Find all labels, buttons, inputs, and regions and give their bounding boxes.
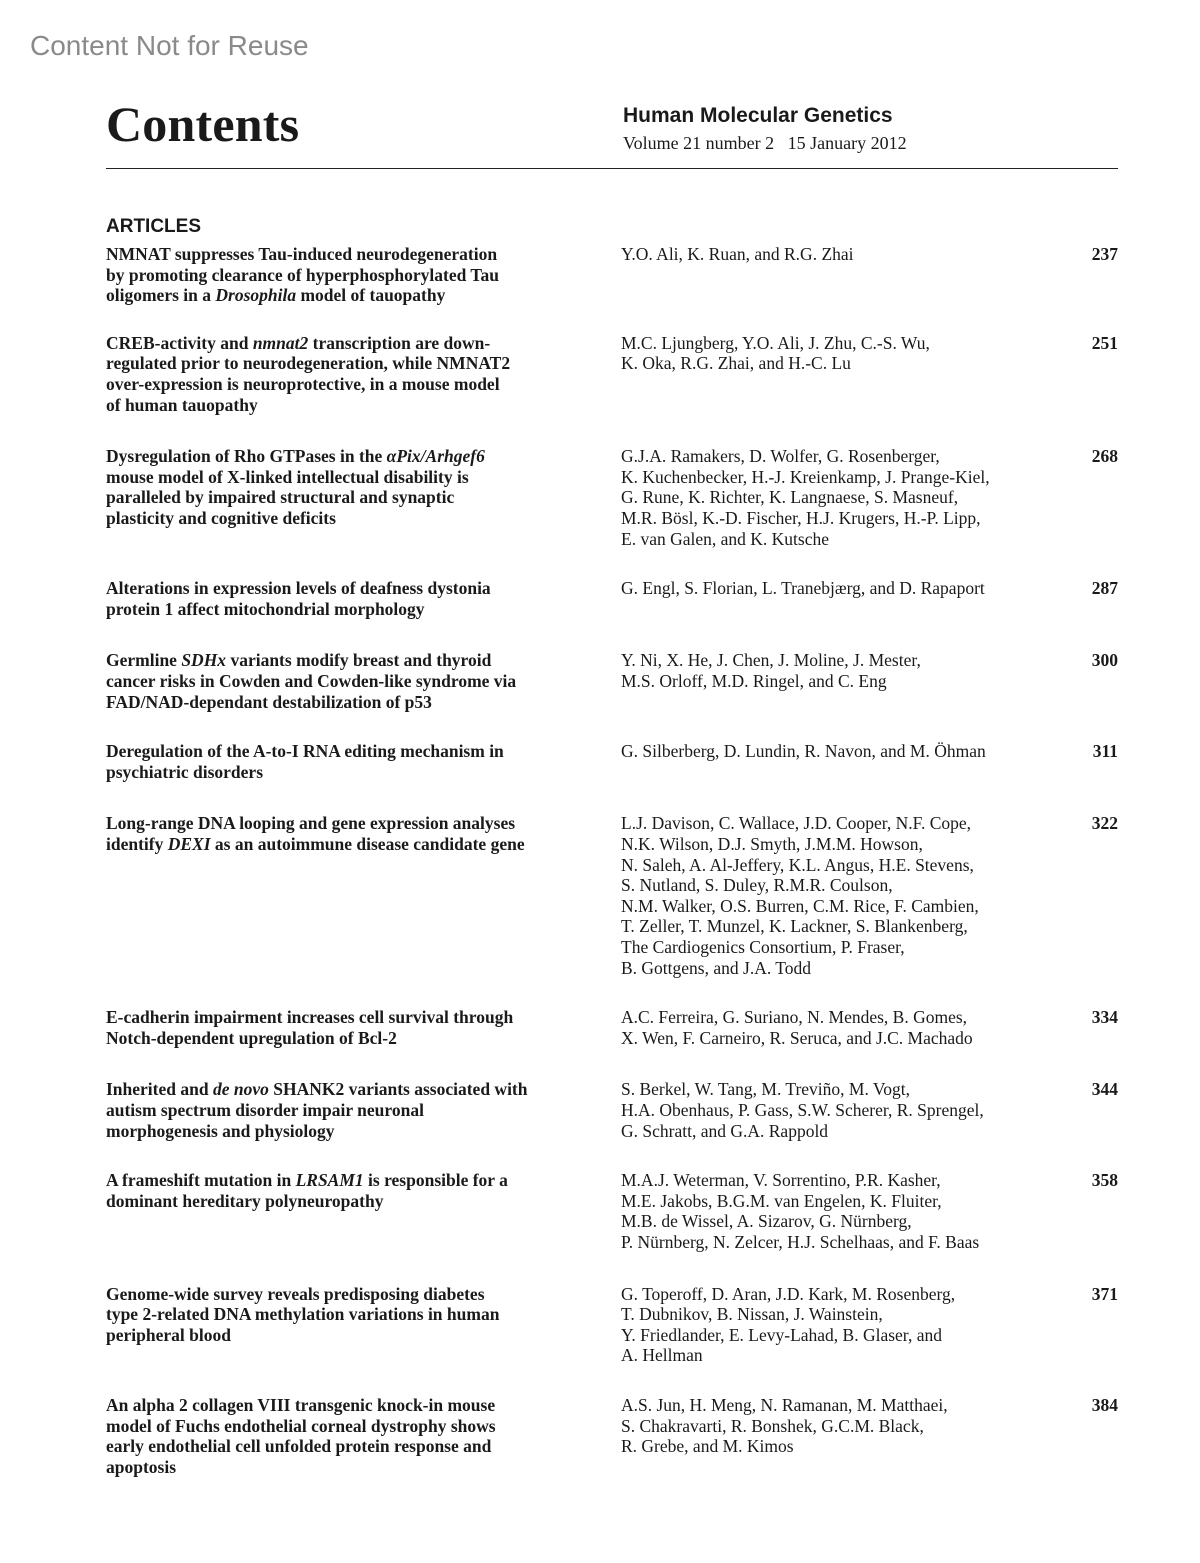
article-authors: G. Engl, S. Florian, L. Tranebjærg, and D. Rapaport [621, 578, 985, 599]
toc-entry [106, 1079, 1118, 1141]
article-authors: S. Berkel, W. Tang, M. Treviño, M. Vogt, H.A. Obenhaus, P. Gass, S.W. Scherer, R. Sprengel, G. Schratt, and G.A. Rappold [621, 1079, 984, 1141]
toc-entry [106, 1007, 1118, 1048]
watermark-text: Content Not for Reuse [30, 30, 309, 61]
article-authors: G. Silberberg, D. Lundin, R. Navon, and M. Öhman [621, 741, 986, 762]
article-title: Dysregulation of Rho GTPases in the αPix/Arhgef6 mouse model of X-linked intellectual disability is paralleled by impaired structural and synaptic plasticity and cognitive deficits [106, 446, 485, 528]
masthead [106, 96, 1118, 169]
toc-entry [106, 446, 1118, 549]
page-number: 268 [1091, 446, 1118, 467]
page-number: 334 [1091, 1007, 1118, 1028]
page-number: 322 [1091, 813, 1118, 834]
article-authors: G. Toperoff, D. Aran, J.D. Kark, M. Rosenberg, T. Dubnikov, B. Nissan, J. Wainstein, Y. Friedlander, E. Levy-Lahad, B. Glaser, and A. Hellman [621, 1283, 956, 1366]
article-title: Deregulation of the A-to-I RNA editing mechanism in psychiatric disorders [106, 741, 504, 782]
toc-entry [106, 1395, 1118, 1477]
article-authors: A.S. Jun, H. Meng, N. Ramanan, M. Matthaei, S. Chakravarti, R. Bonshek, G.C.M. Black, R. Grebe, and M. Kimos [621, 1394, 948, 1457]
article-title: An alpha 2 collagen VIII transgenic knock-in mouse model of Fuchs endothelial corneal dystrophy shows early endothelial cell unfolded protein response and apoptosis [106, 1394, 496, 1477]
issue-info: Volume 21 number 2 15 January 2012 [623, 133, 907, 153]
article-authors: G.J.A. Ramakers, D. Wolfer, G. Rosenberger, K. Kuchenbecker, H.-J. Kreienkamp, J. Prange-Kiel, G. Rune, K. Richter, K. Langnaese, S. Masneuf, M.R. Bösl, K.-D. Fischer, H.J. Krugers, H.-P. Lipp, E. van Galen, and K. Kutsche [621, 446, 990, 549]
article-authors: L.J. Davison, C. Wallace, J.D. Cooper, N.F. Cope, N.K. Wilson, D.J. Smyth, J.M.M. Howson, N. Saleh, A. Al-Jeffery, K.L. Angus, H.E. Stevens, S. Nutland, S. Duley, R.M.R. Coulson, N.M. Walker, O.S. Burren, C.M. Rice, F. Cambien, T. Zeller, T. Munzel, K. Lackner, S. Blankenberg, The Cardiogenics Consortium, P. Fraser, B. Gottgens, and J.A. Todd [621, 813, 979, 978]
article-title: E-cadherin impairment increases cell survival through Notch-dependent upregulation of Bcl-2 [106, 1007, 514, 1048]
article-authors: Y.O. Ali, K. Ruan, and R.G. Zhai [621, 244, 854, 264]
article-authors: M.A.J. Weterman, V. Sorrentino, P.R. Kasher, M.E. Jakobs, B.G.M. van Engelen, K. Fluiter, M.B. de Wissel, A. Sizarov, G. Nürnberg, P. Nürnberg, N. Zelcer, H.J. Schelhaas, and F. Baas [621, 1170, 980, 1252]
page-title: Contents [106, 96, 300, 152]
page-number: 251 [1091, 332, 1118, 353]
section-heading: ARTICLES [106, 216, 201, 237]
page-number: 237 [1091, 244, 1118, 264]
toc-entry [106, 1170, 1118, 1252]
toc-entry [106, 1284, 1118, 1366]
toc-entry [106, 578, 1118, 619]
page-number: 371 [1091, 1283, 1118, 1304]
article-title: A frameshift mutation in LRSAM1 is responsible for a dominant hereditary polyneuropathy [106, 1170, 508, 1211]
article-title: Long-range DNA looping and gene expression analyses identify DEXI as an autoimmune disease candidate gene [106, 813, 525, 854]
page-number: 358 [1091, 1170, 1118, 1191]
toc-entry [106, 813, 1118, 978]
page-number: 311 [1092, 741, 1118, 762]
toc-entry [106, 741, 1118, 782]
article-authors: M.C. Ljungberg, Y.O. Ali, J. Zhu, C.-S. Wu, K. Oka, R.G. Zhai, and H.-C. Lu [621, 332, 930, 374]
page-number: 344 [1091, 1079, 1118, 1100]
article-title: NMNAT suppresses Tau-induced neurodegeneration by promoting clearance of hyperphosphorylated Tau oligomers in a Drosophila model of tauopathy [106, 244, 499, 306]
page-number: 384 [1091, 1394, 1118, 1415]
article-title: Alterations in expression levels of deafness dystonia protein 1 affect mitochondrial morphology [106, 578, 491, 619]
toc-entry [106, 244, 1118, 306]
journal-name: Human Molecular Genetics [623, 104, 893, 127]
page-number: 300 [1091, 650, 1118, 671]
article-title: CREB-activity and nmnat2 transcription are down- regulated prior to neurodegeneration, while NMNAT2 over-expression is neuroprotective, in a mouse model of human tauopathy [106, 332, 511, 415]
article-authors: Y. Ni, X. He, J. Chen, J. Moline, J. Mester, M.S. Orloff, M.D. Ringel, and C. Eng [621, 650, 921, 691]
article-authors: A.C. Ferreira, G. Suriano, N. Mendes, B. Gomes, X. Wen, F. Carneiro, R. Seruca, and J.C. Machado [621, 1007, 973, 1048]
page-number: 287 [1091, 578, 1118, 599]
toc-list [106, 244, 1118, 1477]
toc-entry [106, 650, 1118, 712]
article-title: Inherited and de novo SHANK2 variants associated with autism spectrum disorder impair neuronal morphogenesis and physiology [106, 1079, 528, 1141]
article-title: Genome-wide survey reveals predisposing diabetes type 2-related DNA methylation variations in human peripheral blood [106, 1283, 500, 1345]
article-title: Germline SDHx variants modify breast and thyroid cancer risks in Cowden and Cowden-like syndrome via FAD/NAD-dependant destabilization of p53 [106, 650, 517, 712]
toc-entry [106, 333, 1118, 415]
